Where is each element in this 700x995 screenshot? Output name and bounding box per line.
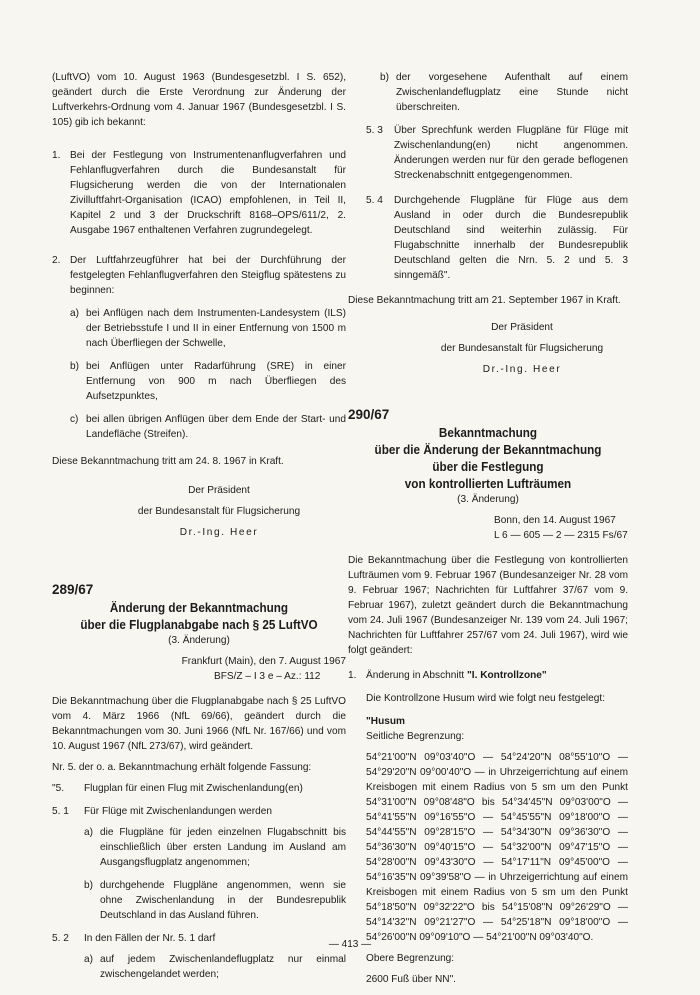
change-description: Die Kontrollzone Husum wird wie folgt neu festgelegt: xyxy=(366,693,606,704)
effective-date: Diese Bekanntmachung tritt am 21. September 1967 in Kraft. xyxy=(348,295,621,306)
article-title-line3: über die Festlegung xyxy=(432,459,544,474)
section-number: 5. 2 xyxy=(52,933,69,944)
subitem-text: bei Anflügen unter Radarführung (SRE) in einer Entfernung von 900 m nach Überfliegen des Aufsetzpunktes, xyxy=(86,361,346,402)
subitem-c xyxy=(70,412,346,442)
section-5-1-a xyxy=(52,825,346,870)
change-heading-text: Änderung in Abschnitt xyxy=(366,670,468,681)
signature-agency: der Bundesanstalt für Flugsicherung xyxy=(440,343,604,354)
section-text: Durchgehende Flugpläne für Flüge aus dem Ausland in oder durch die Bundesrepublik Deutschland sind weiterhin zulässig. Für Flugabschnitte innerhalb der Bundesrepublik Deutschland gelten die Nrn. 5. 2 und 5. 3 sinngemäß". xyxy=(394,195,628,281)
subitem-letter: a) xyxy=(70,308,79,319)
change-heading-section: "I. Kontrollzone" xyxy=(467,670,547,681)
zone-name: "Husum xyxy=(366,716,405,727)
item-2 xyxy=(52,253,346,442)
article-title-line1: Änderung der Bekanntmachung xyxy=(109,600,289,615)
intro-paragraph: (LuftVO) vom 10. August 1963 (Bundesgesetzbl. I S. 652), geändert durch die Erste Verordnung zur Änderung der Luftverkehrs-Ordnung vom 4. Januar 1967 (Bundesgesetzbl. I S. 105) gib ich bekannt: xyxy=(52,72,346,128)
section-number: 5. 3 xyxy=(366,125,383,136)
subitem-b xyxy=(70,359,346,404)
section-number: "5. xyxy=(52,783,65,794)
subitem-a xyxy=(84,952,346,982)
section-5-1-b xyxy=(52,878,346,923)
article-title-line2: über die Flugplanabgabe nach § 25 LuftVO xyxy=(80,617,318,632)
section-5 xyxy=(52,781,346,796)
section-text: Für Flüge mit Zwischenlandungen werden xyxy=(84,806,272,817)
body-paragraph: Die Bekanntmachung über die Festlegung von kontrollierten Lufträumen vom 9. Februar 1967 (Bundesanzeiger Nr. 28 vom 9. Februar 1967; Nachrichten für Luftfahrer 37/67 vom 9. Februar 1967), zuletzt geändert durch die Bekanntmachung vom 24. Juli 1967 (Bundesanzeiger Nr. 139 vom 24. Juli 1967; Nachrichten für Luftfahrer 257/67 vom 24. Juli 1967), wird wie folgt geändert: xyxy=(348,555,628,656)
article-title-line2: über die Änderung der Bekanntmachung xyxy=(374,442,602,457)
lateral-boundary-label: Seitliche Begrenzung: xyxy=(366,731,465,742)
subitem-text: bei allen übrigen Anflügen über dem Ende der Start- und Landefläche (Streifen). xyxy=(86,414,346,440)
reference-number: BFS/Z – I 3 e – Az.: 112 xyxy=(214,671,321,682)
place-date: Frankfurt (Main), den 7. August 1967 xyxy=(181,656,346,667)
subitem-text: bei Anflügen nach dem Instrumenten-Landesystem (ILS) der Betriebsstufe I und II in einer Entfernung von 1500 m nach Überfliegen der Schwelle, xyxy=(86,308,346,349)
item-text: Bei der Festlegung von Instrumentenanflugverfahren und Fehlanflugverfahren durch die Bundesanstalt für Flugsicherung werden die von der Internationalen Zivilluftfahrt-Organisation (ICAO) empfohlenen, in Teil II, Kapitel 2 und 3 der Druckschrift 8168–OPS/611/2, 2. Ausgabe 1967 enthaltenen Verfahren zugrundegelegt. xyxy=(70,150,346,236)
section-5-2-a xyxy=(52,952,346,982)
article-subtitle: (3. Änderung) xyxy=(168,635,230,646)
section-text: In den Fällen der Nr. 5. 1 darf xyxy=(84,933,216,944)
lateral-boundary-coordinates: 54°21'00"N 09°03'40"O — 54°24'20"N 08°55'10"O — 54°29'20"N 09°00'40"O — in Uhrzeigerrichtung auf einem Kreisbogen mit einem Radius von 5 sm um den Punkt 54°31'00"N 09°08'48"O bis 54°34'45"N 09°03'00"O — 54°41'55"N 09°16'55"O — 54°45'55"N 09°18'00"O — 54°44'55"N 09°28'15"O — 54°34'30"N 09°36'30"O — 54°36'30"N 09°40'15"O — 54°32'00"N 09°47'15"O — 54°28'00"N 09°43'30"O — 54°17'11"N 09°45'00"O — 54°16'35"N 09°39'58"O — in Uhrzeigerrichtung auf einem Kreisbogen mit einem Radius von 5 sm um den Punkt 54°18'50"N 09°32'22"O bis 54°15'08"N 09°26'29"O — 54°14'32"N 09°21'27"O — 54°25'18"N 09°18'00"O — 54°26'00"N 09°09'10"O — 54°21'00"N 09°03'40"O. xyxy=(366,752,628,943)
subitem-text: durchgehende Flugpläne angenommen, wenn sie ohne Zwischenlandung in der Bundesrepublik Deutschland in das Ausland führen. xyxy=(100,880,346,921)
signature-name: Dr.-Ing. Heer xyxy=(482,364,562,375)
item-number: 1. xyxy=(52,150,61,161)
signature-title: Der Präsident xyxy=(491,322,553,333)
article-number: 289/67 xyxy=(52,582,94,597)
subitem-b xyxy=(380,70,628,115)
left-column xyxy=(52,70,346,982)
item-text: Der Luftfahrzeugführer hat bei der Durchführung der festgelegten Fehlanflugverfahren den Steigflug spätestens zu beginnen: xyxy=(70,255,346,296)
effective-date: Diese Bekanntmachung tritt am 24. 8. 1967 in Kraft. xyxy=(52,456,284,467)
subitem-letter: a) xyxy=(84,827,93,838)
section-text: Über Sprechfunk werden Flugpläne für Flüge mit Zwischenlandung(en) nicht angenommen. Änderungen werden nur für den gerade beflogenen Streckenabschnitt entgegengenommen. xyxy=(394,125,628,181)
page-number: — 413 — xyxy=(328,939,372,950)
article-subtitle: (3. Änderung) xyxy=(457,494,519,505)
subitem-b xyxy=(84,878,346,923)
item-1 xyxy=(52,148,346,238)
section-5-3 xyxy=(366,123,628,183)
section-5-2-b xyxy=(348,70,628,115)
upper-boundary-label: Obere Begrenzung: xyxy=(366,953,455,964)
subitem-letter: a) xyxy=(84,954,93,965)
article-title-line4: von kontrollierten Lufträumen xyxy=(404,476,572,491)
change-heading xyxy=(366,668,628,683)
signature-name: Dr.-Ing. Heer xyxy=(179,527,259,538)
place-date: Bonn, den 14. August 1967 xyxy=(494,515,616,526)
section-5-1 xyxy=(52,804,346,819)
change-number: 1. xyxy=(348,670,357,681)
body-paragraph: Die Bekanntmachung über die Flugplanabgabe nach § 25 LuftVO vom 4. März 1966 (NfL 69/66), geändert durch die Bekanntmachungen vom 30. Juni 1966 (NfL Nr. 167/66) und vom 10. August 1967 (NfL 273/67), wird geändert. xyxy=(52,696,346,752)
subitem-text: auf jedem Zwischenlandeflugplatz nur einmal zwischengelandet werden; xyxy=(100,954,346,980)
section-5-4 xyxy=(366,193,628,283)
subitem-letter: b) xyxy=(380,72,389,83)
article-number: 290/67 xyxy=(348,407,390,422)
signature-agency: der Bundesanstalt für Flugsicherung xyxy=(137,506,301,517)
signature-title: Der Präsident xyxy=(188,485,250,496)
subitem-a xyxy=(70,306,346,351)
right-column xyxy=(348,70,628,987)
section-number: 5. 1 xyxy=(52,806,69,817)
subitem-letter: b) xyxy=(70,361,79,372)
subitem-letter: b) xyxy=(84,880,93,891)
subitem-text: die Flugpläne für jeden einzelnen Flugabschnitt bis einschließlich über ersten Landung im Ausland am Ausgangsflugplatz angenommen; xyxy=(100,827,346,868)
subitem-letter: c) xyxy=(70,414,79,425)
section-text: Flugplan für einen Flug mit Zwischenlandung(en) xyxy=(84,783,303,794)
item-number: 2. xyxy=(52,255,61,266)
body-paragraph: Nr. 5. der o. a. Bekanntmachung erhält folgende Fassung: xyxy=(52,762,312,773)
subitem-text: der vorgesehene Aufenthalt auf einem Zwischenlandeflugplatz eine Stunde nicht überschreiten. xyxy=(396,72,628,113)
reference-number: L 6 — 605 — 2 — 2315 Fs/67 xyxy=(494,530,628,541)
upper-boundary-value: 2600 Fuß über NN". xyxy=(366,974,456,985)
subitem-a xyxy=(84,825,346,870)
article-title-line1: Bekanntmachung xyxy=(438,425,538,440)
section-number: 5. 4 xyxy=(366,195,383,206)
